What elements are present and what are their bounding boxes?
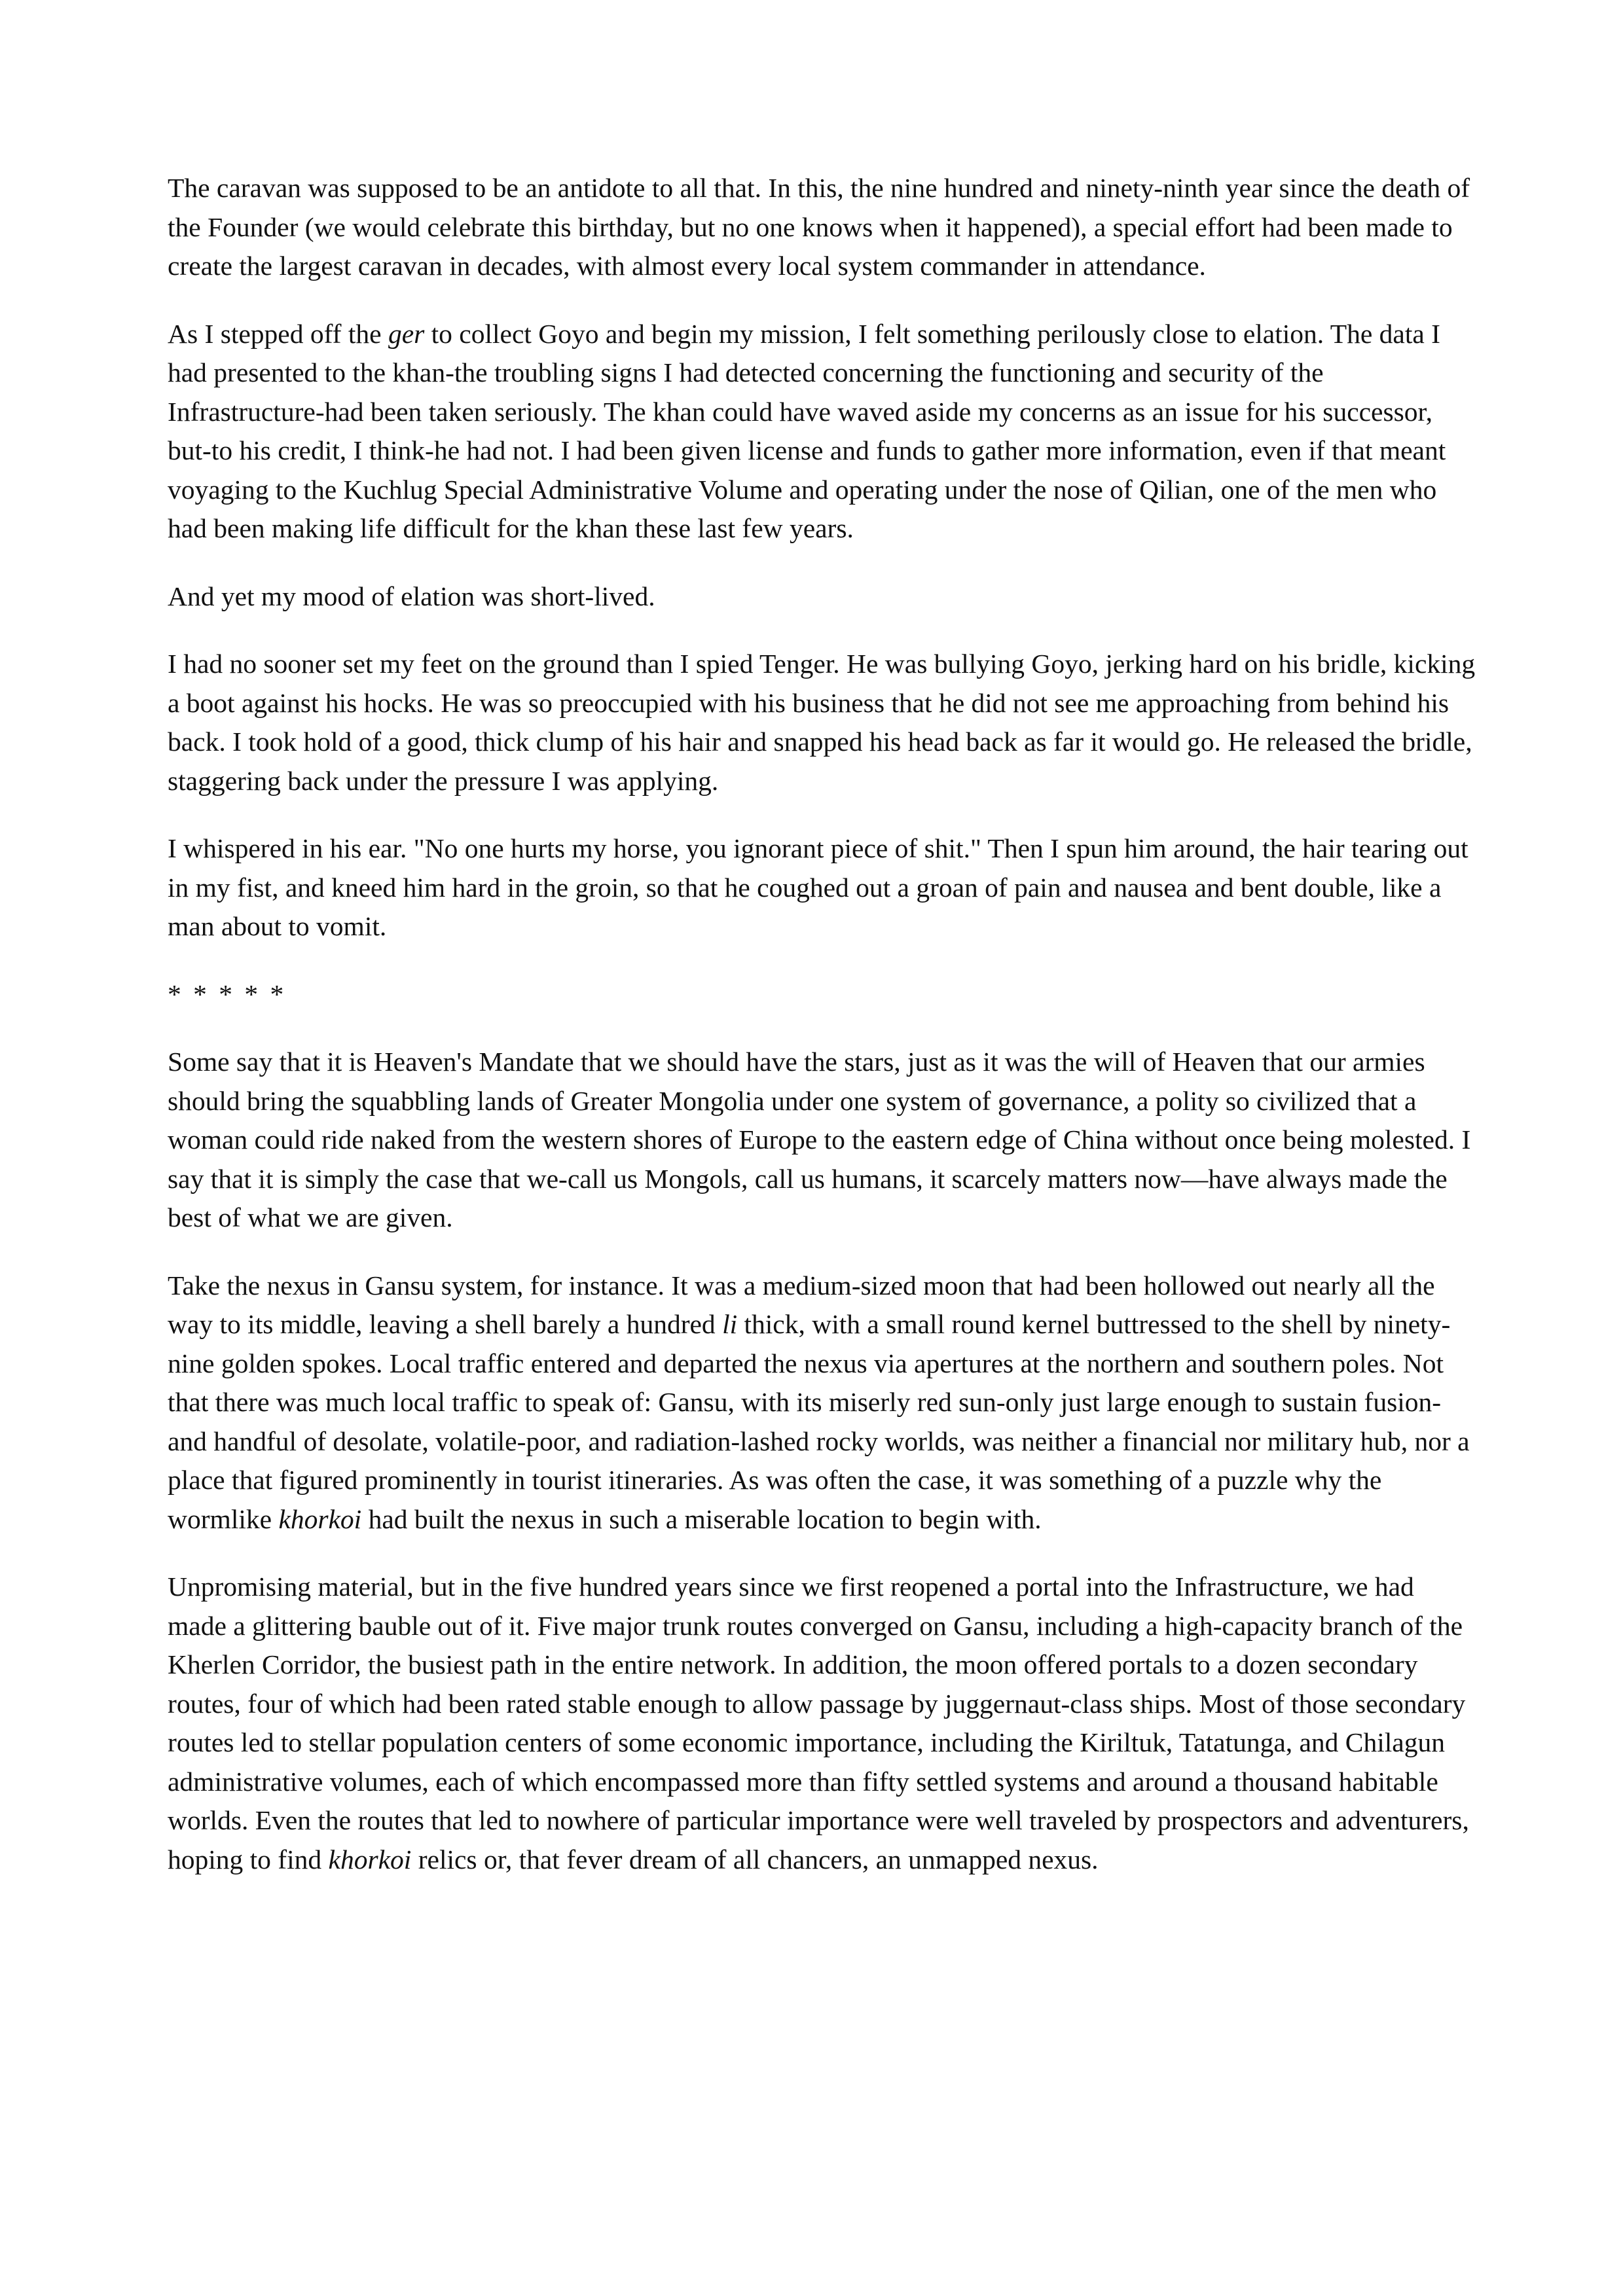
paragraph-short-lived — [168, 577, 1477, 617]
italic-term-khorkoi: khorkoi — [328, 1844, 412, 1874]
paragraph-text: to collect Goyo and begin my mission, I felt something perilously close to elation. The data I had presented to the khan-the troubling signs I had detected concerning the functioning and security of the Infrastructure-had been taken seriously. The khan could have waved aside my concerns as an issue for his successor, but-to his credit, I think-he had not. I had been given license and funds to gather more information, even if that meant voyaging to the Kuchlug Special Administrative Volume and operating under the nose of Qilian, one of the men who had been making life difficult for the khan these last few years. — [168, 318, 1446, 543]
paragraph-text: The caravan was supposed to be an antidote to all that. In this, the nine hundred and ninety-ninth year since the death of the Founder (we would celebrate this birthday, but no one knows when it happened), a special effort had been made to create the largest caravan in decades, with almost every local system commander in attendance. — [168, 173, 1470, 281]
paragraph-caravan — [168, 169, 1477, 286]
paragraph-gansu-nexus — [168, 1266, 1477, 1539]
paragraph-whisper — [168, 829, 1477, 946]
paragraph-text: Some say that it is Heaven's Mandate that we should have the stars, just as it was the will of Heaven that our armies should bring the squabbling lands of Greater Mongolia under one system of governance, a polity so civilized that a woman could ride naked from the western shores of Europe to the eastern edge of China without once being molested. I say that it is simply the case that we-call us Mongols, call us humans, it scarcely matters now—have always made the best of what we are given. — [168, 1047, 1471, 1232]
italic-term-ger: ger — [388, 318, 425, 349]
separator-text: * * * * * — [168, 978, 287, 1009]
paragraph-heavens-mandate — [168, 1043, 1477, 1238]
paragraph-text: relics or, that fever dream of all chancers, an unmapped nexus. — [411, 1844, 1099, 1874]
paragraph-elation — [168, 315, 1477, 548]
paragraph-text: had built the nexus in such a miserable location to begin with. — [361, 1503, 1042, 1534]
paragraph-text: thick, with a small round kernel buttressed to the shell by ninety-nine golden spokes. Local traffic entered and departed the nexus via apertures at the northern and southern poles. Not that there was much local traffic to speak of: Gansu, with its miserly red sun-only just large enough to sustain fusion-and handful of desolate, volatile-poor, and radiation-lashed rocky worlds, was neither a financial nor military hub, nor a place that figured prominently in tourist itineraries. As was often the case, it was something of a puzzle why the wormlike — [168, 1309, 1470, 1534]
italic-term-khorkoi: khorkoi — [278, 1503, 362, 1534]
paragraph-unpromising-material — [168, 1568, 1477, 1879]
paragraph-text: Unpromising material, but in the five hundred years since we first reopened a portal into the Infrastructure, we had made a glittering bauble out of it. Five major trunk routes converged on Gansu, including a high-capacity branch of the Kherlen Corridor, the busiest path in the entire network. In addition, the moon offered portals to a dozen secondary routes, four of which had been rated stable enough to allow passage by juggernaut-class ships. Most of those secondary routes led to stellar population centers of some economic importance, including the Kiriltuk, Tatatunga, and Chilagun administrative volumes, each of which encompassed more than fifty settled systems and around a thousand habitable worlds. Even the routes that led to nowhere of particular importance were well traveled by prospectors and adventurers, hoping to find — [168, 1571, 1469, 1874]
paragraph-text: I had no sooner set my feet on the ground than I spied Tenger. He was bullying Goyo, jerking hard on his bridle, kicking a boot against his hocks. He was so preoccupied with his business that he did not see me approaching from behind his back. I took hold of a good, thick clump of his hair and snapped his head back as far it would go. He released the bridle, staggering back under the pressure I was applying. — [168, 649, 1476, 796]
document-page — [168, 169, 1477, 1908]
section-separator — [168, 975, 1477, 1014]
paragraph-text: Take the nexus in Gansu system, for instance. It was a medium-sized moon that had been hollowed out nearly all the way to its middle, leaving a shell barely a hundred — [168, 1270, 1435, 1339]
paragraph-text: And yet my mood of elation was short-lived. — [168, 581, 655, 611]
paragraph-text: I whispered in his ear. "No one hurts my horse, you ignorant piece of shit." Then I spun him around, the hair tearing out in my fist, and kneed him hard in the groin, so that he coughed out a groan of pain and nausea and bent double, like a man about to vomit. — [168, 833, 1468, 941]
paragraph-text: As I stepped off the — [168, 318, 388, 349]
italic-term-li: li — [722, 1309, 738, 1339]
paragraph-tenger — [168, 645, 1477, 800]
